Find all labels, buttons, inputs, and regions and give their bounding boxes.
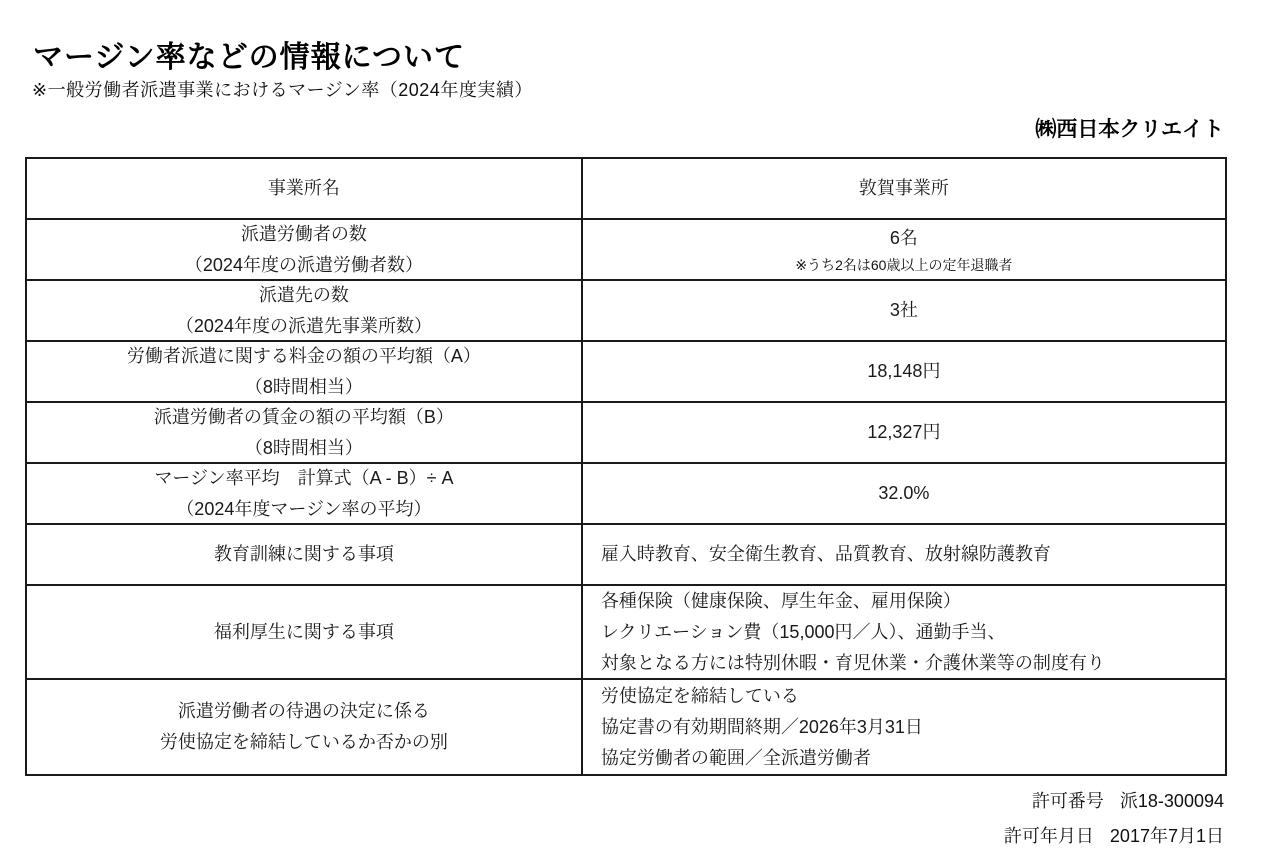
row-label-line: （2024年度の派遣労働者数）: [184, 254, 423, 275]
license-value: 2017年7月1日: [1109, 826, 1224, 846]
license-footer: [1004, 784, 1224, 854]
row-label-line: 労働者派遣に関する料金の額の平均額（A）: [126, 345, 481, 366]
table-row: [27, 220, 1225, 281]
row-value-line: 6名: [889, 228, 918, 248]
license-footer-line: [1004, 819, 1224, 854]
row-value-cell: [583, 680, 1225, 774]
row-label-line: 事業所名: [267, 178, 340, 198]
row-label-cell: [27, 525, 583, 584]
row-value-cell: [583, 525, 1225, 584]
row-value-cell: [583, 403, 1225, 462]
row-label-line: 福利厚生に関する事項: [213, 621, 394, 642]
page-title: マージン率などの情報について: [33, 41, 466, 75]
row-label-cell: [27, 464, 583, 523]
license-label: 許可番号: [1031, 791, 1104, 811]
row-value-line: 労使協定を締結している: [600, 685, 799, 706]
row-label-line: （2024年度の派遣先事業所数）: [175, 315, 432, 336]
row-label-line: （8時間相当）: [244, 437, 363, 458]
row-label-line: 派遣労働者の数: [240, 223, 367, 244]
row-value-line: 各種保険（健康保険、厚生年金、雇用保険）: [600, 590, 961, 611]
page-subtitle: ※一般労働者派遣事業におけるマージン率（2024年度実績）: [32, 80, 533, 100]
table-row: [27, 680, 1225, 774]
row-value-line: 敦賀事業所: [858, 178, 949, 198]
row-value-line: 3社: [889, 300, 918, 320]
row-label-line: （8時間相当）: [244, 376, 363, 397]
row-value-line: 対象となる方には特別休暇・育児休業・介護休業等の制度有り: [600, 652, 1105, 673]
license-label: 許可年月日: [1003, 826, 1094, 846]
table-row: [27, 159, 1225, 220]
row-label-line: 派遣先の数: [258, 284, 349, 305]
row-label-line: 教育訓練に関する事項: [213, 544, 394, 564]
row-value-cell: [583, 586, 1225, 678]
row-label-cell: [27, 281, 583, 340]
table-row: [27, 525, 1225, 586]
row-label-cell: [27, 342, 583, 401]
row-value-cell: [583, 220, 1225, 279]
row-label-line: （2024年度マージン率の平均）: [176, 498, 432, 519]
row-value-line: 18,148円: [867, 361, 941, 381]
row-label-line: 派遣労働者の待遇の決定に係る: [177, 701, 430, 721]
table-row: [27, 281, 1225, 342]
row-value-cell: [583, 464, 1225, 523]
row-value-line: レクリエーション費（15,000円／人）、通勤手当、: [600, 621, 1006, 642]
license-value: 派18-300094: [1119, 791, 1224, 811]
row-label-cell: [27, 403, 583, 462]
row-value-note: ※うち2名は60歳以上の定年退職者: [795, 257, 1013, 273]
company-name: ㈱西日本クリエイト: [1035, 118, 1224, 141]
row-label-cell: [27, 220, 583, 279]
row-value-line: 32.0%: [878, 483, 930, 503]
table-row: [27, 586, 1225, 680]
row-value-line: 協定書の有効期間終期／2026年3月31日: [600, 716, 923, 737]
row-label-line: マージン率平均 計算式（A - B）÷ A: [154, 467, 454, 488]
license-footer-line: [1004, 784, 1224, 819]
row-label-cell: [27, 680, 583, 774]
row-value-line: 雇入時教育、安全衛生教育、品質教育、放射線防護教育: [600, 544, 1051, 564]
row-value-cell: [583, 159, 1225, 218]
row-label-line: 労使協定を締結しているか否かの別: [159, 732, 448, 752]
row-label-cell: [27, 586, 583, 678]
table-row: [27, 342, 1225, 403]
table-row: [27, 403, 1225, 464]
table-row: [27, 464, 1225, 525]
row-value-line: 12,327円: [867, 422, 941, 442]
row-label-cell: [27, 159, 583, 218]
row-value-cell: [583, 342, 1225, 401]
margin-rate-table: [25, 157, 1227, 776]
row-value-line: 協定労働者の範囲／全派遣労働者: [600, 747, 871, 768]
row-value-cell: [583, 281, 1225, 340]
row-label-line: 派遣労働者の賃金の額の平均額（B）: [153, 406, 454, 427]
